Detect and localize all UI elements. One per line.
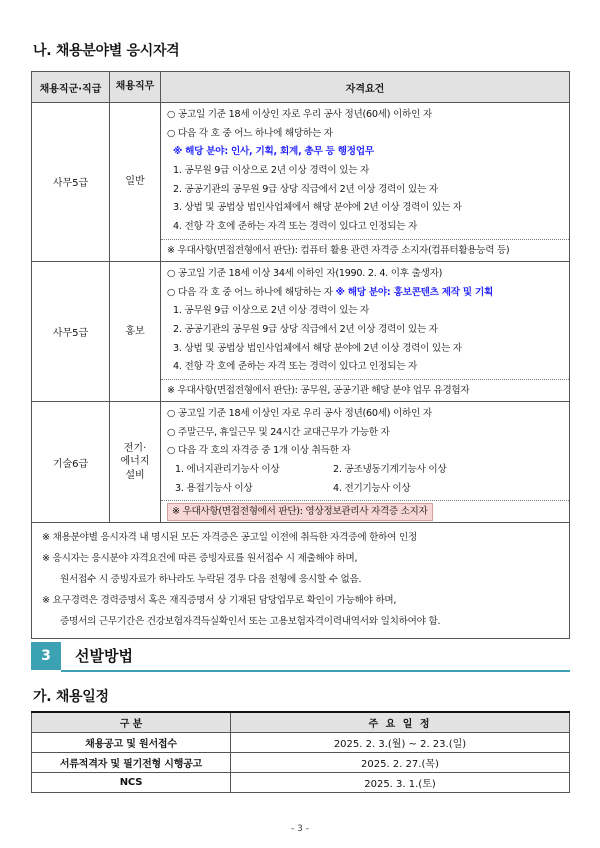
- table-row: [32, 401, 570, 522]
- note-line: ※ 채용분야별 응시자격 내 명시된 모든 자격증은 공고일 이전에 취득한 자격증에 한하여 인정: [42, 532, 418, 544]
- section-3-title: 선발방법: [75, 647, 133, 665]
- cert-row: [167, 480, 563, 499]
- req-line: ○ 공고일 기준 18세 이상 34세 이하인 자(1990. 2. 4. 이후 출생자): [167, 267, 443, 279]
- req-line: 4. 전항 각 호에 준하는 자격 또는 경력이 있다고 인정되는 자: [173, 221, 418, 233]
- requirements-cell: [161, 103, 570, 262]
- job-line: 에너지: [120, 456, 150, 468]
- preference-note: ※ 우대사항(면접전형에서 판단): 영상정보관리사 자격증 소지자: [167, 503, 433, 521]
- req-line: ○ 공고일 기준 18세 이상인 자로 우리 공사 정년(60세) 이하인 자: [167, 109, 432, 120]
- table-row: [32, 752, 570, 772]
- req-text: ○ 다음 각 호 중 어느 하나에 해당하는 자: [167, 286, 333, 298]
- schedule-date: 2025. 2. 3.(월) ~ 2. 23.(일): [231, 732, 570, 752]
- page-number: - 3 -: [291, 824, 309, 834]
- schedule-label: 서류적격자 및 필기전형 시행공고: [32, 752, 231, 772]
- section-3-header: [31, 642, 570, 672]
- cert-item: 3. 용접기능사 이상: [175, 482, 253, 494]
- section-underline: [61, 670, 570, 672]
- grade-cell: 사무5급: [32, 261, 110, 401]
- table-row: [32, 261, 570, 401]
- table-header-row: [32, 72, 570, 103]
- cert-item: 1. 에너지관리기능사 이상: [175, 464, 280, 475]
- field-note: ※ 해당 분야: 홍보콘텐츠 제작 및 기획: [335, 286, 494, 298]
- field-note: ※ 해당 분야: 인사, 기획, 회계, 총무 등 행정업무: [173, 146, 374, 158]
- grade-cell: 기술6급: [32, 401, 110, 522]
- notes-row: [32, 523, 570, 639]
- schedule-header-category: 구 분: [32, 712, 231, 732]
- schedule-label: 채용공고 및 원서접수: [32, 732, 231, 752]
- note-line: ※ 응시자는 응시분야 자격요건에 따른 증빙자료를 원서접수 시 제출해야 하며,: [42, 553, 358, 565]
- job-cell: [110, 401, 161, 522]
- req-line: 2. 공공기관의 공무원 9급 상당 직급에서 2년 이상 경력이 있는 자: [173, 323, 438, 335]
- req-line: 3. 상법 및 공법상 법인사업체에서 해당 분야에 2년 이상 경력이 있는 자: [173, 342, 462, 354]
- req-line: ○ 주말근무, 휴일근무 및 24시간 교대근무가 가능한 자: [167, 426, 390, 438]
- req-line: 4. 전항 각 호에 준하는 자격 또는 경력이 있다고 인정되는 자: [173, 361, 418, 373]
- job-line: 전기·: [123, 442, 147, 454]
- header-job: 채용직무: [110, 72, 161, 103]
- job-cell: 홍보: [110, 261, 161, 401]
- notes-cell: [32, 523, 570, 639]
- preference-note: ※ 우대사항(면접전형에서 판단): 공무원, 공공기관 해당 분야 업무 유경험자: [161, 379, 569, 401]
- header-grade: 채용직군·직급: [32, 72, 110, 103]
- req-line: 1. 공무원 9급 이상으로 2년 이상 경력이 있는 자: [173, 165, 370, 177]
- table-row: [32, 772, 570, 792]
- note-line: 증명서의 근무기간은 건강보험자격득실확인서 또는 고용보험자격이력내역서와 일치하여야 함.: [60, 616, 441, 628]
- req-line: 2. 공공기관의 공무원 9급 상당 직급에서 2년 이상 경력이 있는 자: [173, 183, 438, 195]
- cert-item: 4. 전기기능사 이상: [333, 482, 411, 494]
- requirements-cell: [161, 261, 570, 401]
- header-requirements: 자격요건: [161, 72, 570, 103]
- req-line: 1. 공무원 9급 이상으로 2년 이상 경력이 있는 자: [173, 305, 370, 317]
- schedule-date: 2025. 2. 27.(목): [231, 752, 570, 772]
- note-line: ※ 요구경력은 경력증명서 혹은 재직증명서 상 기재된 담당업무로 확인이 가능해야 하며,: [42, 595, 397, 607]
- qualification-table: [31, 71, 570, 639]
- cert-row: [167, 461, 563, 480]
- preference-note: ※ 우대사항(면접전형에서 판단): 컴퓨터 활용 관련 자격증 소지자(컴퓨터활용능력 등): [161, 239, 569, 261]
- job-line: 설비: [125, 469, 145, 481]
- section-title-schedule: 가. 채용일정: [33, 689, 109, 705]
- req-line: ○ 다음 각 호의 자격증 중 1개 이상 취득한 자: [167, 445, 351, 457]
- note-line: 원서접수 시 증빙자료가 하나라도 누락된 경우 다음 전형에 응시할 수 없음.: [60, 574, 362, 586]
- req-line: ○ 다음 각 호 중 어느 하나에 해당하는 자: [167, 127, 333, 139]
- table-row: [32, 103, 570, 262]
- schedule-header-dates: 주 요 일 정: [231, 712, 570, 732]
- cert-item: 2. 공조냉동기계기능사 이상: [333, 464, 447, 475]
- preference-row: [161, 500, 569, 522]
- section-number-badge: 3: [31, 642, 61, 670]
- requirements-cell: [161, 401, 570, 522]
- section-title-qualifications: 나. 채용분야별 응시자격: [33, 43, 180, 59]
- job-cell: 일반: [110, 103, 161, 262]
- req-line: ○ 공고일 기준 18세 이상인 자로 우리 공사 정년(60세) 이하인 자: [167, 407, 432, 419]
- req-line: [167, 284, 563, 303]
- schedule-header-row: [32, 712, 570, 732]
- table-row: [32, 732, 570, 752]
- schedule-table: [31, 711, 570, 793]
- grade-cell: 사무5급: [32, 103, 110, 262]
- req-line: 3. 상법 및 공법상 법인사업체에서 해당 분야에 2년 이상 경력이 있는 자: [173, 202, 462, 214]
- schedule-label: NCS: [32, 772, 231, 792]
- schedule-date: 2025. 3. 1.(토): [231, 772, 570, 792]
